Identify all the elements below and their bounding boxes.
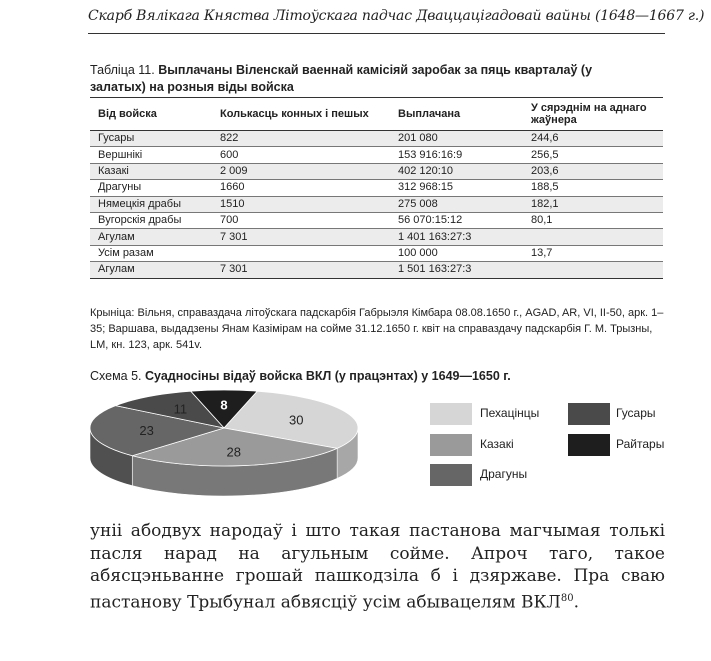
cell-troop-type: Нямецкія драбы (90, 196, 212, 212)
scheme-title: Суадносіны відаў войска ВКЛ (у працэнтах) у 1649—1650 г. (145, 369, 511, 383)
footnote-ref: 80 (560, 592, 574, 604)
cell-paid: 201 080 (390, 131, 523, 147)
pie-data-label-4: 8 (220, 397, 228, 413)
legend-label-4: Райтары (616, 437, 665, 451)
table-caption (90, 62, 650, 96)
header-rule (88, 33, 665, 34)
cell-troop-type: Агулам (90, 262, 212, 278)
cell-troop-type: Драгуны (90, 180, 212, 196)
cell-troop-type: Гусары (90, 131, 212, 147)
cell-paid: 402 120:10 (390, 163, 523, 179)
legend-swatch-0 (430, 403, 472, 425)
table-source-note: Крыніца: Вільня, справаздача літоўскага падскарбія Габрыэля Кімбара 08.08.1650 г., AGAD, AR, VI, II-50, арк. 1–35; Варшава, выдадзены Янам Казімірам на сойме 31.12.1650 г. квіт на справаздачу падскарбія Г. М. Трызны, LM, кн. 123, арк. 541v. (90, 307, 664, 351)
pie-chart (88, 388, 368, 498)
table-row (90, 229, 663, 245)
cell-troop-type: Вугорскія драбы (90, 212, 212, 228)
cell-paid: 153 916:16:9 (390, 147, 523, 163)
legend-swatch-4 (568, 434, 610, 456)
cell-paid: 312 968:15 (390, 180, 523, 196)
table-label: Табліца 11. (90, 63, 155, 77)
pie-data-label-3: 11 (173, 401, 188, 417)
cell-average (523, 262, 663, 278)
cell-average: 203,6 (523, 163, 663, 179)
table-row (90, 147, 663, 163)
running-head: Скарб Вялікага Княства Літоўскага падчас Дваццацігадовай вайны (1648—1667 г.) (88, 8, 705, 24)
table-header-row (90, 98, 663, 131)
cell-average: 80,1 (523, 212, 663, 228)
cell-average: 244,6 (523, 131, 663, 147)
cell-count: 700 (212, 212, 390, 228)
pie-data-label-2: 23 (139, 423, 154, 439)
legend-label-2: Драгуны (480, 467, 528, 481)
table-row (90, 163, 663, 179)
col-header-troop-type: Від войска (90, 98, 212, 131)
scheme-caption (90, 368, 511, 385)
cell-count: 1660 (212, 180, 390, 196)
col-header-paid: Выплачана (390, 98, 523, 131)
legend-swatch-1 (430, 434, 472, 456)
cell-average (523, 229, 663, 245)
cell-count (212, 245, 390, 261)
table-row (90, 212, 663, 228)
body-text: уніі абодвух народаў і што такая пастанова магчымая толькі пасля нарад на агульным сойме. Апроч таго, такое абясцэньванне грошай пашкодзіла б і дзяржаве. Пра сваю пастанову Трыбунал абвясціў усім абывацелям ВКЛ (90, 521, 665, 613)
cell-count: 600 (212, 147, 390, 163)
body-paragraph: уніі абодвух народаў і што такая пастанова магчымая толькі пасля нарад на агульным сойме. Апроч таго, такое абясцэньванне грошай пашкодзіла б і дзяржаве. Пра сваю пастанову Трыбунал абвясціў усім абывацелям ВКЛ$^{80}$. (90, 521, 665, 613)
cell-average: 182,1 (523, 196, 663, 212)
table-row (90, 180, 663, 196)
table-row (90, 196, 663, 212)
col-header-count: Колькасць конных і пешых (212, 98, 390, 131)
pie-data-label-1: 28 (226, 444, 241, 460)
cell-paid: 1 401 163:27:3 (390, 229, 523, 245)
cell-count: 1510 (212, 196, 390, 212)
cell-average: 13,7 (523, 245, 663, 261)
cell-average: 188,5 (523, 180, 663, 196)
col-header-average: У сярэднім на аднаго жаўнера (523, 98, 663, 131)
legend-label-3: Гусары (616, 406, 656, 420)
cell-count: 7 301 (212, 229, 390, 245)
cell-troop-type: Казакі (90, 163, 212, 179)
legend-swatch-2 (430, 464, 472, 486)
table-row (90, 262, 663, 278)
cell-paid: 275 008 (390, 196, 523, 212)
legend-swatch-3 (568, 403, 610, 425)
cell-average: 256,5 (523, 147, 663, 163)
scheme-label: Схема 5. (90, 369, 142, 383)
cell-troop-type: Вершнікі (90, 147, 212, 163)
pie-data-label-0: 30 (289, 412, 304, 428)
legend-label-1: Казакі (480, 437, 514, 451)
cell-troop-type: Усім разам (90, 245, 212, 261)
legend-label-0: Пехацінцы (480, 406, 540, 420)
cell-paid: 100 000 (390, 245, 523, 261)
table-title: Выплачаны Віленскай ваеннай камісіяй заробак за пяць кварталаў (у залатых) на розныя віды войска (90, 63, 593, 94)
cell-count: 822 (212, 131, 390, 147)
cell-count: 7 301 (212, 262, 390, 278)
cell-troop-type: Агулам (90, 229, 212, 245)
cell-paid: 56 070:15:12 (390, 212, 523, 228)
cell-paid: 1 501 163:27:3 (390, 262, 523, 278)
payments-table (90, 97, 663, 279)
table-row (90, 131, 663, 147)
cell-count: 2 009 (212, 163, 390, 179)
table-row (90, 245, 663, 261)
